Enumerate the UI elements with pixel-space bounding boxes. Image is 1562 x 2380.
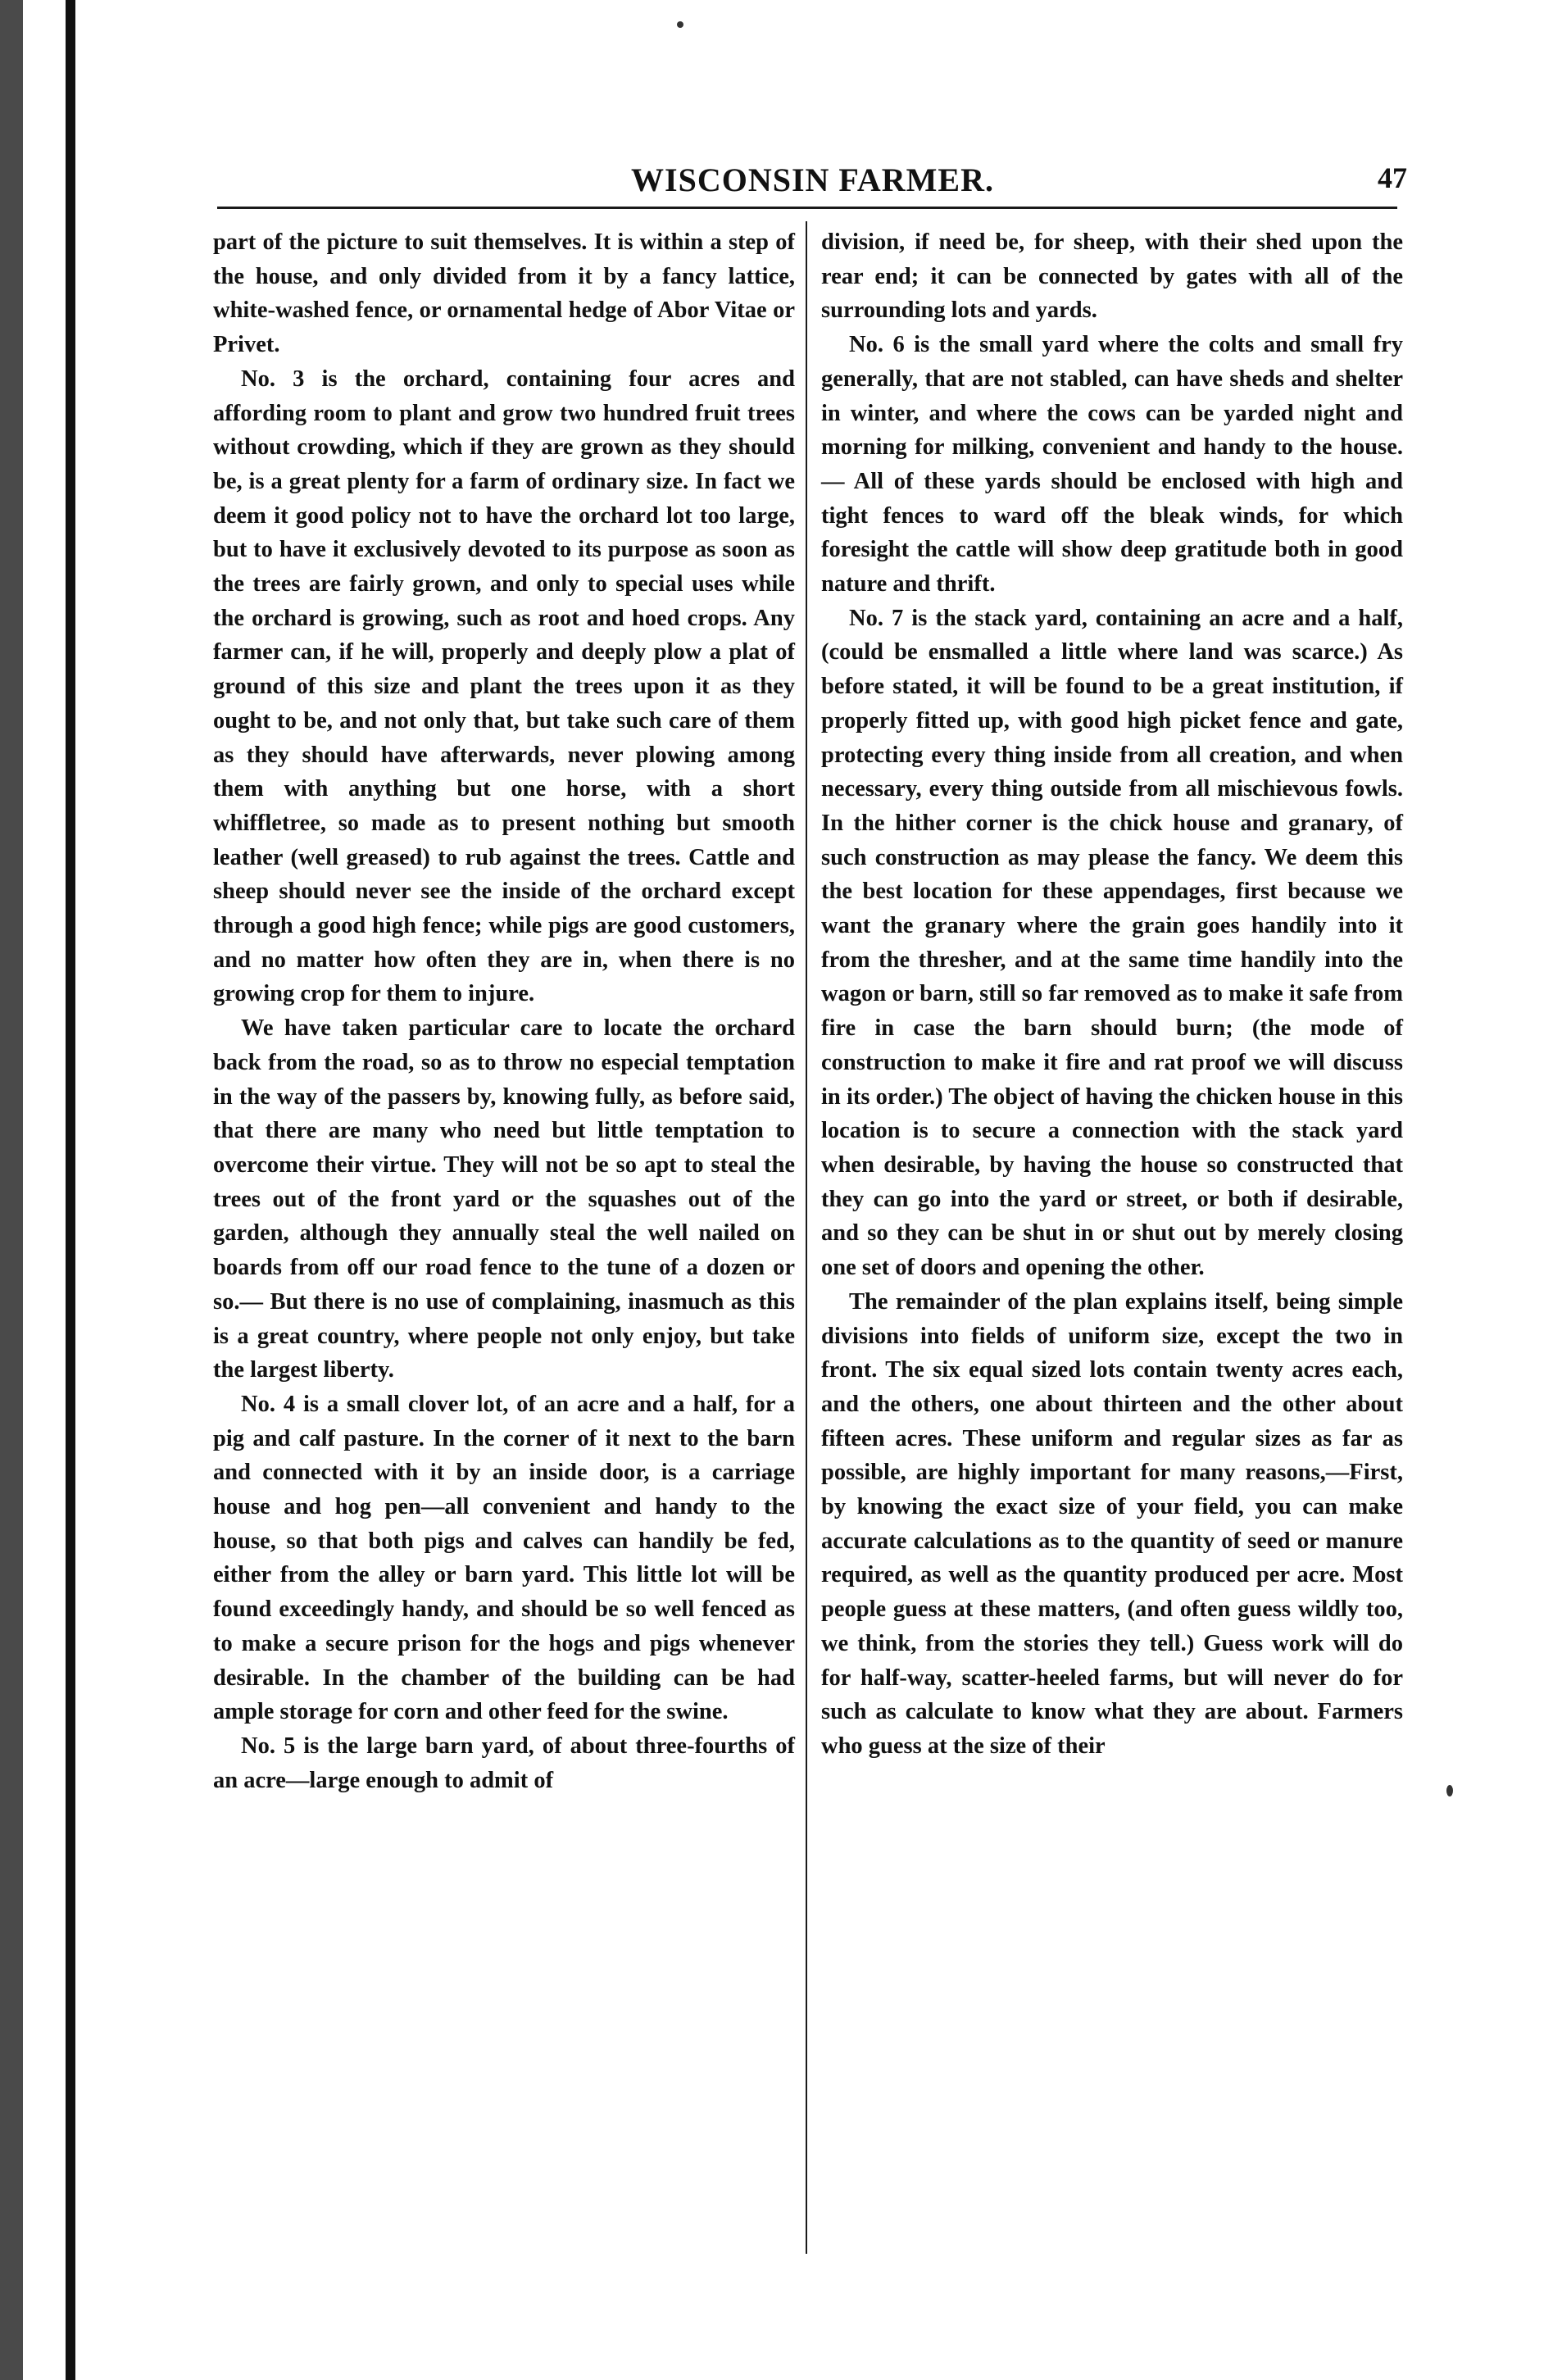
paragraph: No. 6 is the small yard where the colts and small fry generally, that are not stabled, can have sheds and shelter in winter, and where the cows can be yarded night and morning for milking, convenient and handy to the house.— All of these yards should be enclosed with high and tight fences to ward off the bleak winds, for which foresight the cattle will show deep gratitude both in good nature and thrift. (821, 332, 1403, 597)
paragraph: No. 5 is the large barn yard, of about three-fourths of an acre—large enough to admit of (213, 1733, 795, 1793)
running-header (152, 148, 1414, 205)
scan-dot-top (677, 21, 683, 28)
column-divider (806, 221, 807, 2254)
running-title: WISCONSIN FARMER. (631, 161, 994, 198)
paragraph: We have taken particular care to locate the orchard back from the road, so as to throw no especial temptation in the way of the passers by, knowing fully, as before said, that there are many who need but little temptation to overcome their virtue. They will not be so apt to steal the trees out of the front yard or the squashes out of the garden, although they annually steal the well nailed on boards from off our road fence to the tune of a dozen or so.— But there is no use of complaining, inasmuch as this is a great country, where people not only enjoy, but take the largest liberty. (213, 1015, 795, 1383)
page (152, 148, 1414, 2328)
paragraph: part of the picture to suit themselves. It is within a step of the house, and only divided from it by a fancy lattice, white-washed fence, or ornamental hedge of Abor Vitae or Privet. (213, 229, 795, 358)
right-column (821, 225, 1403, 1764)
paragraph: No. 3 is the orchard, containing four acres and affording room to plant and grow two hundred fruit trees without crowding, which if they are grown as they should be, is a great plenty for a farm of ordinary size. In fact we deem it good policy not to have the orchard lot too large, but to have it exclusively devoted to its purpose as soon as the trees are fairly grown, and only to special uses while the orchard is growing, such as root and hoed crops. Any farmer can, if he will, properly and deeply plow a plat of ground of this size and plant the trees upon it as they ought to be, and not only that, but take such care of them as they should have afterwards, never plowing among them with anything but one horse, with a short whiffletree, so made as to present nothing but smooth leather (well greased) to rub against the trees. Cattle and sheep should never see the inside of the orchard except through a good high fence; while pigs are good customers, and no matter how often they are in, when there is no growing crop for them to injure. (213, 366, 795, 1007)
scan-spine-line (66, 0, 75, 2380)
scan-left-edge (0, 0, 23, 2380)
paragraph: No. 4 is a small clover lot, of an acre and a half, for a pig and calf pasture. In the corner of it next to the barn and connected with it by an inside door, is a carriage house and hog pen—all convenient and handy to the house, so that both pigs and calves can handily be fed, either from the alley or barn yard. This little lot will be found exceedingly handy, and should be so well fenced as to make a secure prison for the hogs and pigs whenever desirable. In the chamber of the building can be had ample storage for corn and other feed for the swine. (213, 1391, 795, 1725)
left-column (213, 225, 795, 1797)
header-rule (217, 207, 1397, 209)
paragraph: No. 7 is the stack yard, containing an acre and a half, (could be ensmalled a little where land was scarce.) As before stated, it will be found to be a great institution, if properly fitted up, with good high picket fence and gate, protecting every thing inside from all creation, and when necessary, every thing outside from all mischievous fowls. In the hither corner is the chick house and granary, of such construction as may please the fancy. We deem this the best location for these appendages, first because we want the granary where the grain goes handily into it from the thresher, and at the same time handily into the wagon or barn, still so far removed as to make it safe from fire in case the barn should burn; (the mode of construction to make it fire and rat proof we will discuss in its order.) The object of having the chicken house in this location is to secure a connection with the stack yard when desirable, by having the house so constructed that they can go into the yard or street, or both if desirable, and so they can be shut in or shut out by merely closing one set of doors and opening the other. (821, 605, 1403, 1281)
scan-mark-right (1446, 1785, 1453, 1796)
paragraph: division, if need be, for sheep, with their shed upon the rear end; it can be connected by gates with all of the surrounding lots and yards. (821, 229, 1403, 324)
page-number: 47 (1378, 161, 1407, 194)
paragraph: The remainder of the plan explains itself, being simple divisions into fields of uniform size, except the two in front. The six equal sized lots contain twenty acres each, and the others, one about thirteen and the other about fifteen acres. These uniform and regular sizes as far as possible, are highly important for many reasons,—First, by knowing the exact size of your field, you can make accurate calculations as to the quantity of seed or manure required, as well as the quantity produced per acre. Most people guess at these matters, (and often guess wildly too, we think, from the stories they tell.) Guess work will do for half-way, scatter-heeled farms, but will never do for such as calculate to know what they are about. Farmers who guess at the size of their (821, 1288, 1403, 1759)
